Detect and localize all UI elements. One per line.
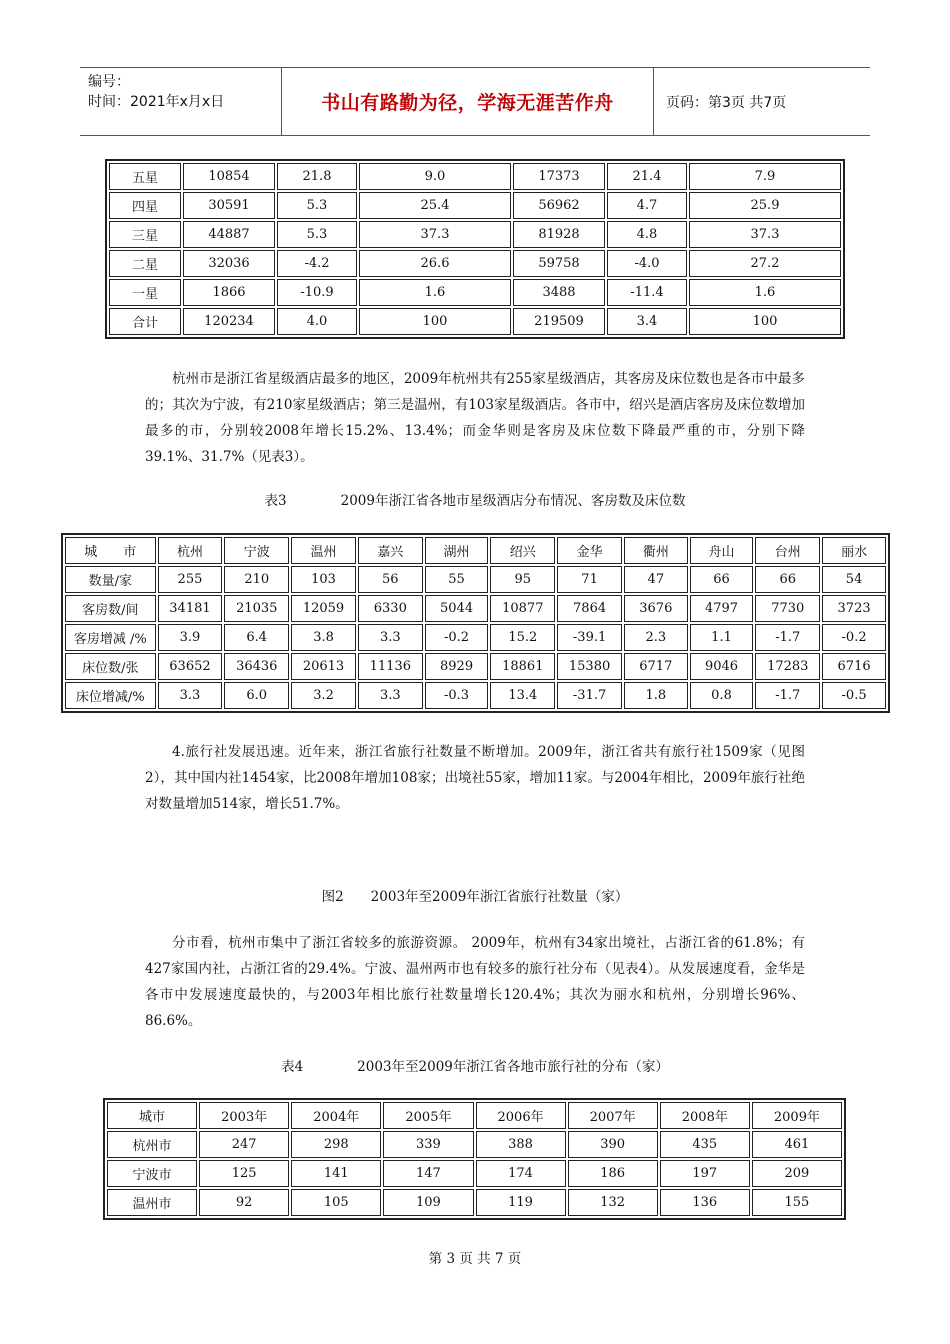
table-cell: 9.0 <box>359 163 511 190</box>
table-cell: 132 <box>568 1189 658 1216</box>
table-cell: 绍兴 <box>490 537 555 564</box>
table-cell: 3488 <box>513 279 605 306</box>
table-cell: 15380 <box>557 653 622 680</box>
table-cell: 56 <box>358 566 423 593</box>
table-cell: 3.9 <box>158 624 223 651</box>
table-cell: 119 <box>476 1189 566 1216</box>
table-cell: 3.3 <box>358 682 423 709</box>
table-cell: 95 <box>490 566 555 593</box>
table-cell: 11136 <box>358 653 423 680</box>
table-cell: -0.2 <box>822 624 886 651</box>
table-cell: 一星 <box>109 279 181 306</box>
table-cell: -39.1 <box>557 624 622 651</box>
table-cell: 81928 <box>513 221 605 248</box>
table-row <box>65 566 886 593</box>
table-cell: 21.4 <box>607 163 687 190</box>
table-cell: 8929 <box>425 653 489 680</box>
table-cell: 杭州市 <box>107 1131 197 1158</box>
table-cell: 台州 <box>755 537 820 564</box>
table-cell: 125 <box>199 1160 289 1187</box>
table-cell: 388 <box>476 1131 566 1158</box>
paragraph-travel-agency: 4.旅行社发展迅速。近年来，浙江省旅行社数量不断增加。2009年，浙江省共有旅行社1509家（见图2），其中国内社1454家，比2008年增加108家；出境社55家，增加11家。与2004年相比，2009年旅行社绝对数量增加514家，增长51.7%。 <box>145 744 805 812</box>
table-cell: 3.3 <box>358 624 423 651</box>
caption-table-4: 表4 2003年至2009年浙江省各地市旅行社的分布（家） <box>281 1059 669 1075</box>
table-cell: 1.8 <box>624 682 688 709</box>
header-motto: 书山有路勤为径，学海无涯苦作舟 <box>321 92 614 114</box>
table-row <box>65 624 886 651</box>
table-cell: 18861 <box>490 653 555 680</box>
table-cell: 247 <box>199 1131 289 1158</box>
table-cell: 9046 <box>690 653 754 680</box>
table-cell: 6716 <box>822 653 886 680</box>
table-cell: 7730 <box>755 595 820 622</box>
table-row <box>65 595 886 622</box>
table-cell: 6.4 <box>224 624 289 651</box>
table-row <box>65 537 886 564</box>
table-row <box>107 1160 842 1187</box>
table-cell: 4.7 <box>607 192 687 219</box>
table-cell: 32036 <box>183 250 275 277</box>
table-cell: 衢州 <box>624 537 688 564</box>
table-row <box>109 221 841 248</box>
table-cell: 4797 <box>690 595 754 622</box>
table-cell: -0.2 <box>425 624 489 651</box>
table-cell: 56962 <box>513 192 605 219</box>
table-cell: 27.2 <box>689 250 841 277</box>
table-cell: 5.3 <box>277 221 357 248</box>
table-cell: 6717 <box>624 653 688 680</box>
table-cell: 105 <box>291 1189 381 1216</box>
table-cell: 25.9 <box>689 192 841 219</box>
table-cell: 2005年 <box>383 1102 473 1129</box>
table-cell: 71 <box>557 566 622 593</box>
table-cell: 255 <box>158 566 223 593</box>
table-cell: 435 <box>660 1131 750 1158</box>
table-cell: 20613 <box>291 653 356 680</box>
table-cell: 37.3 <box>689 221 841 248</box>
city-hotel-table <box>61 533 890 713</box>
table-cell: 4.0 <box>277 308 357 335</box>
table-cell: 15.2 <box>490 624 555 651</box>
table-cell: 床位增减/% <box>65 682 156 709</box>
table-cell: 0.8 <box>690 682 754 709</box>
table-cell: 59758 <box>513 250 605 277</box>
table-cell: -11.4 <box>607 279 687 306</box>
table-row <box>107 1189 842 1216</box>
table-row <box>109 163 841 190</box>
travel-agency-table <box>103 1098 846 1220</box>
table-cell: 7.9 <box>689 163 841 190</box>
table-cell: 3.4 <box>607 308 687 335</box>
table-cell: 宁波 <box>224 537 289 564</box>
table-row <box>109 250 841 277</box>
star-hotel-table <box>105 159 845 339</box>
table-cell: 2.3 <box>624 624 688 651</box>
table-cell: 3.8 <box>291 624 356 651</box>
table-cell: 390 <box>568 1131 658 1158</box>
table-cell: 55 <box>425 566 489 593</box>
table-cell: 13.4 <box>490 682 555 709</box>
table-cell: 湖州 <box>425 537 489 564</box>
table-cell: -4.0 <box>607 250 687 277</box>
table-cell: 6330 <box>358 595 423 622</box>
table-cell: 100 <box>359 308 511 335</box>
table-cell: 3676 <box>624 595 688 622</box>
table-cell: 2008年 <box>660 1102 750 1129</box>
table-cell: 17283 <box>755 653 820 680</box>
table-cell: -1.7 <box>755 682 820 709</box>
table-cell: 219509 <box>513 308 605 335</box>
table-cell: 197 <box>660 1160 750 1187</box>
header-number: 编号： <box>88 74 130 90</box>
table-cell: 客房增减 /% <box>65 624 156 651</box>
table-row <box>65 682 886 709</box>
table-cell: 3.3 <box>158 682 223 709</box>
table-cell: 嘉兴 <box>358 537 423 564</box>
table-cell: 温州 <box>291 537 356 564</box>
table-cell: 210 <box>224 566 289 593</box>
page-header <box>80 67 870 136</box>
table-cell: 34181 <box>158 595 223 622</box>
table-cell: 141 <box>291 1160 381 1187</box>
table-cell: 丽水 <box>822 537 886 564</box>
table-cell: 17373 <box>513 163 605 190</box>
table-cell: -31.7 <box>557 682 622 709</box>
table-cell: 136 <box>660 1189 750 1216</box>
table-cell: 26.6 <box>359 250 511 277</box>
table-cell: 7864 <box>557 595 622 622</box>
table-cell: 30591 <box>183 192 275 219</box>
table-cell: 金华 <box>557 537 622 564</box>
table-cell: 数量/家 <box>65 566 156 593</box>
table-cell: 1866 <box>183 279 275 306</box>
table-cell: 5.3 <box>277 192 357 219</box>
table-cell: 461 <box>752 1131 842 1158</box>
table-cell: 温州市 <box>107 1189 197 1216</box>
table-cell: 5044 <box>425 595 489 622</box>
header-time: 时间：2021年x月x日 <box>88 94 225 110</box>
table-cell: 合计 <box>109 308 181 335</box>
table-cell: 174 <box>476 1160 566 1187</box>
table-cell: 36436 <box>224 653 289 680</box>
table-cell: 五星 <box>109 163 181 190</box>
table-cell: 109 <box>383 1189 473 1216</box>
table-cell: 1.6 <box>689 279 841 306</box>
table-cell: 宁波市 <box>107 1160 197 1187</box>
table-cell: 66 <box>690 566 754 593</box>
table-cell: 37.3 <box>359 221 511 248</box>
table-cell: 21035 <box>224 595 289 622</box>
table-cell: 2009年 <box>752 1102 842 1129</box>
table-cell: 床位数/张 <box>65 653 156 680</box>
table-cell: 186 <box>568 1160 658 1187</box>
caption-figure-2: 图2 2003年至2009年浙江省旅行社数量（家） <box>321 889 629 905</box>
table-cell: 339 <box>383 1131 473 1158</box>
table-cell: 城 市 <box>65 537 156 564</box>
table-row <box>107 1102 842 1129</box>
header-page-number: 页码：第3页 共7页 <box>666 94 787 111</box>
table-cell: 6.0 <box>224 682 289 709</box>
table-cell: 209 <box>752 1160 842 1187</box>
header-motto-cell <box>282 68 654 135</box>
table-cell: 54 <box>822 566 886 593</box>
table-cell: 城市 <box>107 1102 197 1129</box>
table-cell: 147 <box>383 1160 473 1187</box>
table-row <box>107 1131 842 1158</box>
table-cell: 103 <box>291 566 356 593</box>
table-cell: 44887 <box>183 221 275 248</box>
table-cell: -0.5 <box>822 682 886 709</box>
caption-table-3: 表3 2009年浙江省各地市星级酒店分布情况、客房数及床位数 <box>264 493 686 509</box>
table-cell: 二星 <box>109 250 181 277</box>
table-cell: 3.2 <box>291 682 356 709</box>
table-cell: 25.4 <box>359 192 511 219</box>
table-cell: 100 <box>689 308 841 335</box>
table-row <box>109 308 841 335</box>
table-cell: 120234 <box>183 308 275 335</box>
table-cell: 63652 <box>158 653 223 680</box>
table-cell: 66 <box>755 566 820 593</box>
table-cell: 杭州 <box>158 537 223 564</box>
table-row <box>65 653 886 680</box>
table-cell: 2007年 <box>568 1102 658 1129</box>
table-cell: 298 <box>291 1131 381 1158</box>
table-cell: 四星 <box>109 192 181 219</box>
table-cell: -10.9 <box>277 279 357 306</box>
table-cell: 10854 <box>183 163 275 190</box>
table-row <box>109 279 841 306</box>
table-cell: 92 <box>199 1189 289 1216</box>
table-cell: 155 <box>752 1189 842 1216</box>
page-footer: 第 3 页 共 7 页 <box>428 1251 522 1267</box>
table-cell: -1.7 <box>755 624 820 651</box>
table-cell: 4.8 <box>607 221 687 248</box>
table-cell: 1.6 <box>359 279 511 306</box>
table-cell: 2006年 <box>476 1102 566 1129</box>
table-cell: 2004年 <box>291 1102 381 1129</box>
table-cell: 47 <box>624 566 688 593</box>
table-cell: 2003年 <box>199 1102 289 1129</box>
table-cell: 12059 <box>291 595 356 622</box>
table-row <box>109 192 841 219</box>
table-cell: 21.8 <box>277 163 357 190</box>
table-cell: -4.2 <box>277 250 357 277</box>
table-cell: 3723 <box>822 595 886 622</box>
table-cell: -0.3 <box>425 682 489 709</box>
table-cell: 1.1 <box>690 624 754 651</box>
paragraph-hangzhou-hotels: 杭州市是浙江省星级酒店最多的地区，2009年杭州共有255家星级酒店，其客房及床位数也是各市中最多的；其次为宁波，有210家星级酒店；第三是温州，有103家星级酒店。各市中，绍兴是酒店客房及床位数增加最多的市，分别较2008年增长15.2%、13.4%；而金华则是客房及床位数下降最严重的市，分别下降39.1%、31.7%（见表3）。 <box>145 371 805 465</box>
table-cell: 10877 <box>490 595 555 622</box>
table-cell: 舟山 <box>690 537 754 564</box>
header-info <box>80 68 282 135</box>
paragraph-city-distribution: 分市看，杭州市集中了浙江省较多的旅游资源。 2009年，杭州有34家出境社，占浙江省的61.8%；有427家国内社，占浙江省的29.4%。宁波、温州两市也有较多的旅行社分布（见表4）。从发展速度看，金华是各市中发展速度最快的，与2003年相比旅行社数量增长120.4%；其次为丽水和杭州，分别增长96%、86.6%。 <box>145 935 805 1029</box>
table-cell: 客房数/间 <box>65 595 156 622</box>
table-cell: 三星 <box>109 221 181 248</box>
